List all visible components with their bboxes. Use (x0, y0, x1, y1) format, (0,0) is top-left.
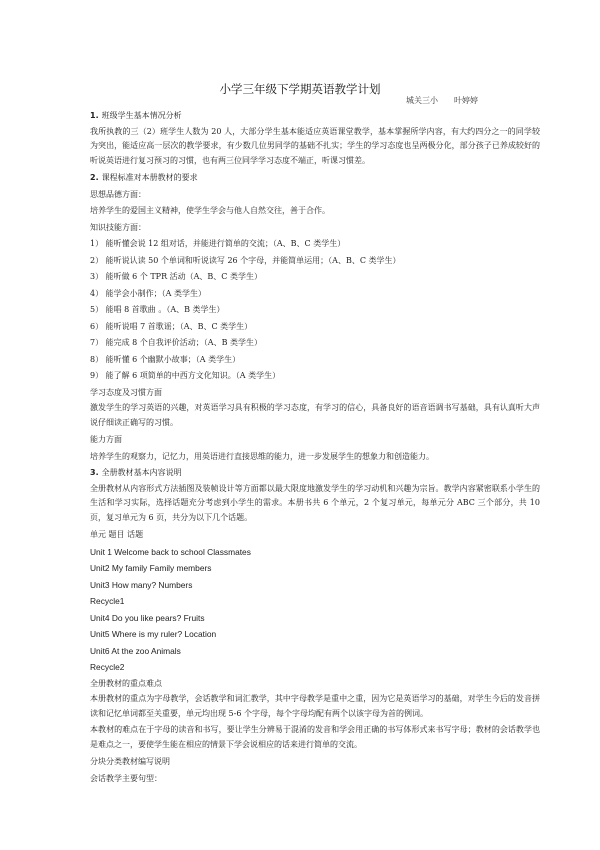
focus-paragraph-1: 本册教材的重点为字母教学，会话教学和词汇教学，其中字母教学是重中之重，因为它是英语学习的基础，对学生今后的发音拼读和记忆单词都至关重要，单元均出现 5-6 个字母，每个字母均配有两个以该字母为首的例词。 (90, 694, 540, 718)
list-item: 2） 能听说认读 50 个单词和听说读写 26 个字母，并能简单运用；（A、B、C 类学生） (90, 255, 401, 265)
attitude-title: 学习态度及习惯方面 (90, 387, 162, 397)
classify-title: 分块分类教材编写说明 (90, 757, 170, 766)
unit-item: Unit2 My family Family members (90, 563, 212, 573)
section3-number: 3. (90, 468, 99, 477)
moral-text: 培养学生的爱国主义精神，使学生学会与他人自然交往，善于合作。 (90, 206, 330, 215)
dialog-title: 会话教学主要句型： (90, 773, 162, 783)
section1-heading-text: 班级学生基本情况分析 (101, 111, 182, 120)
units-header: 单元 题目 话题 (90, 530, 144, 539)
section1-paragraph: 我所执教的三（2）班学生人数为 20 人，大部分学生基本能适应英语课堂教学，基本掌握所学内容，有大约四分之一的同学较为突出，能适应高一层次的教学要求，有少数几位男同学的基础不扎实；学生的学习态度也呈两极分化，部分孩子已养成较好的听说英语进行复习预习的习惯，也有两三位同学学习态度不端正，听课习惯差。 (90, 126, 540, 165)
list-item: 5） 能唱 8 首歌曲 。（A、B 类学生） (90, 305, 225, 314)
unit-item: Unit5 Where is my ruler? Location (90, 629, 217, 639)
section3-heading (90, 465, 540, 482)
skills-list (90, 236, 540, 385)
list-item: 9） 能了解 6 项简单的中西方文化知识。（A 类学生） (90, 371, 281, 380)
ability-text: 培养学生的观察力，记忆力，用英语进行直接思维的能力，进一步发展学生的想象力和创造能力。 (90, 451, 434, 461)
attitude-text: 激发学生的学习英语的兴趣，对英语学习具有积极的学习态度，有学习的信心，具备良好的语音语调书写基础，具有认真听大声说仔细读正确写的习惯。 (90, 403, 540, 427)
section3-paragraph: 全册教材从内容形式方法插图及装帧设计等方面都以最大限度地激发学生的学习动机和兴趣为宗旨。教学内容紧密联系小学生的生活和学习实际，选择话题充分考虑到小学生的需求。本册书共 6 个单元，2 个复习单元，每单元分 ABC 三个部分，共 10 页，复习单元为 6 页，共分为以下几个话题。 (90, 483, 540, 522)
unit-list (90, 544, 540, 676)
section1-number: 1. (90, 111, 99, 120)
list-item: 4） 能学会小制作；（A 类学生） (90, 288, 206, 298)
list-item: 3） 能听做 6 个 TPR 活动（A、B、C 类学生） (90, 272, 262, 281)
section2-heading (90, 170, 540, 187)
unit-item: Recycle1 (90, 596, 125, 606)
list-item: 7） 能完成 8 个自我评价活动；（A、B 类学生） (90, 338, 263, 347)
section1-heading (90, 108, 540, 125)
unit-item: Unit3 How many? Numbers (90, 579, 193, 590)
author-line (406, 95, 478, 106)
unit-item: Recycle2 (90, 662, 125, 672)
school-name: 城关三小 (406, 96, 438, 105)
document-body (90, 108, 540, 787)
unit-item: Unit 1 Welcome back to school Classmates (90, 546, 251, 557)
section2-number: 2. (90, 173, 99, 182)
teacher-name: 叶婷婷 (454, 96, 478, 105)
page-title: 小学三年级下学期英语教学计划 (219, 82, 381, 96)
unit-item: Unit6 At the zoo Animals (90, 645, 181, 656)
list-item: 8） 能听懂 6 个幽默小故事；（A 类学生） (90, 354, 241, 364)
section2-heading-text: 课程标准对本册教材的要求 (101, 173, 198, 182)
list-item: 6） 能听说唱 7 首歌谣；（A、B、C 类学生） (90, 321, 253, 331)
skills-title: 知识技能方面： (90, 222, 146, 232)
list-item: 1） 能听懂会说 12 组对话，并能进行简单的交流；（A、B、C 类学生） (90, 239, 346, 248)
focus-paragraph-2: 本教材的难点在于字母的读音和书写，要让学生分辨易于混淆的发音和学会用正确的书写体形式来书写字母；教材的会话教学也是难点之一，要使学生能在相应的情景下学会说相应的话来进行简单的交流。 (90, 725, 540, 749)
section3-heading-text: 全册教材基本内容说明 (101, 468, 182, 477)
unit-item: Unit4 Do you like pears? Fruits (90, 612, 205, 623)
moral-title: 思想品德方面： (90, 189, 146, 199)
ability-title: 能力方面 (90, 435, 122, 444)
focus-title: 全册教材的重点难点 (90, 678, 162, 688)
